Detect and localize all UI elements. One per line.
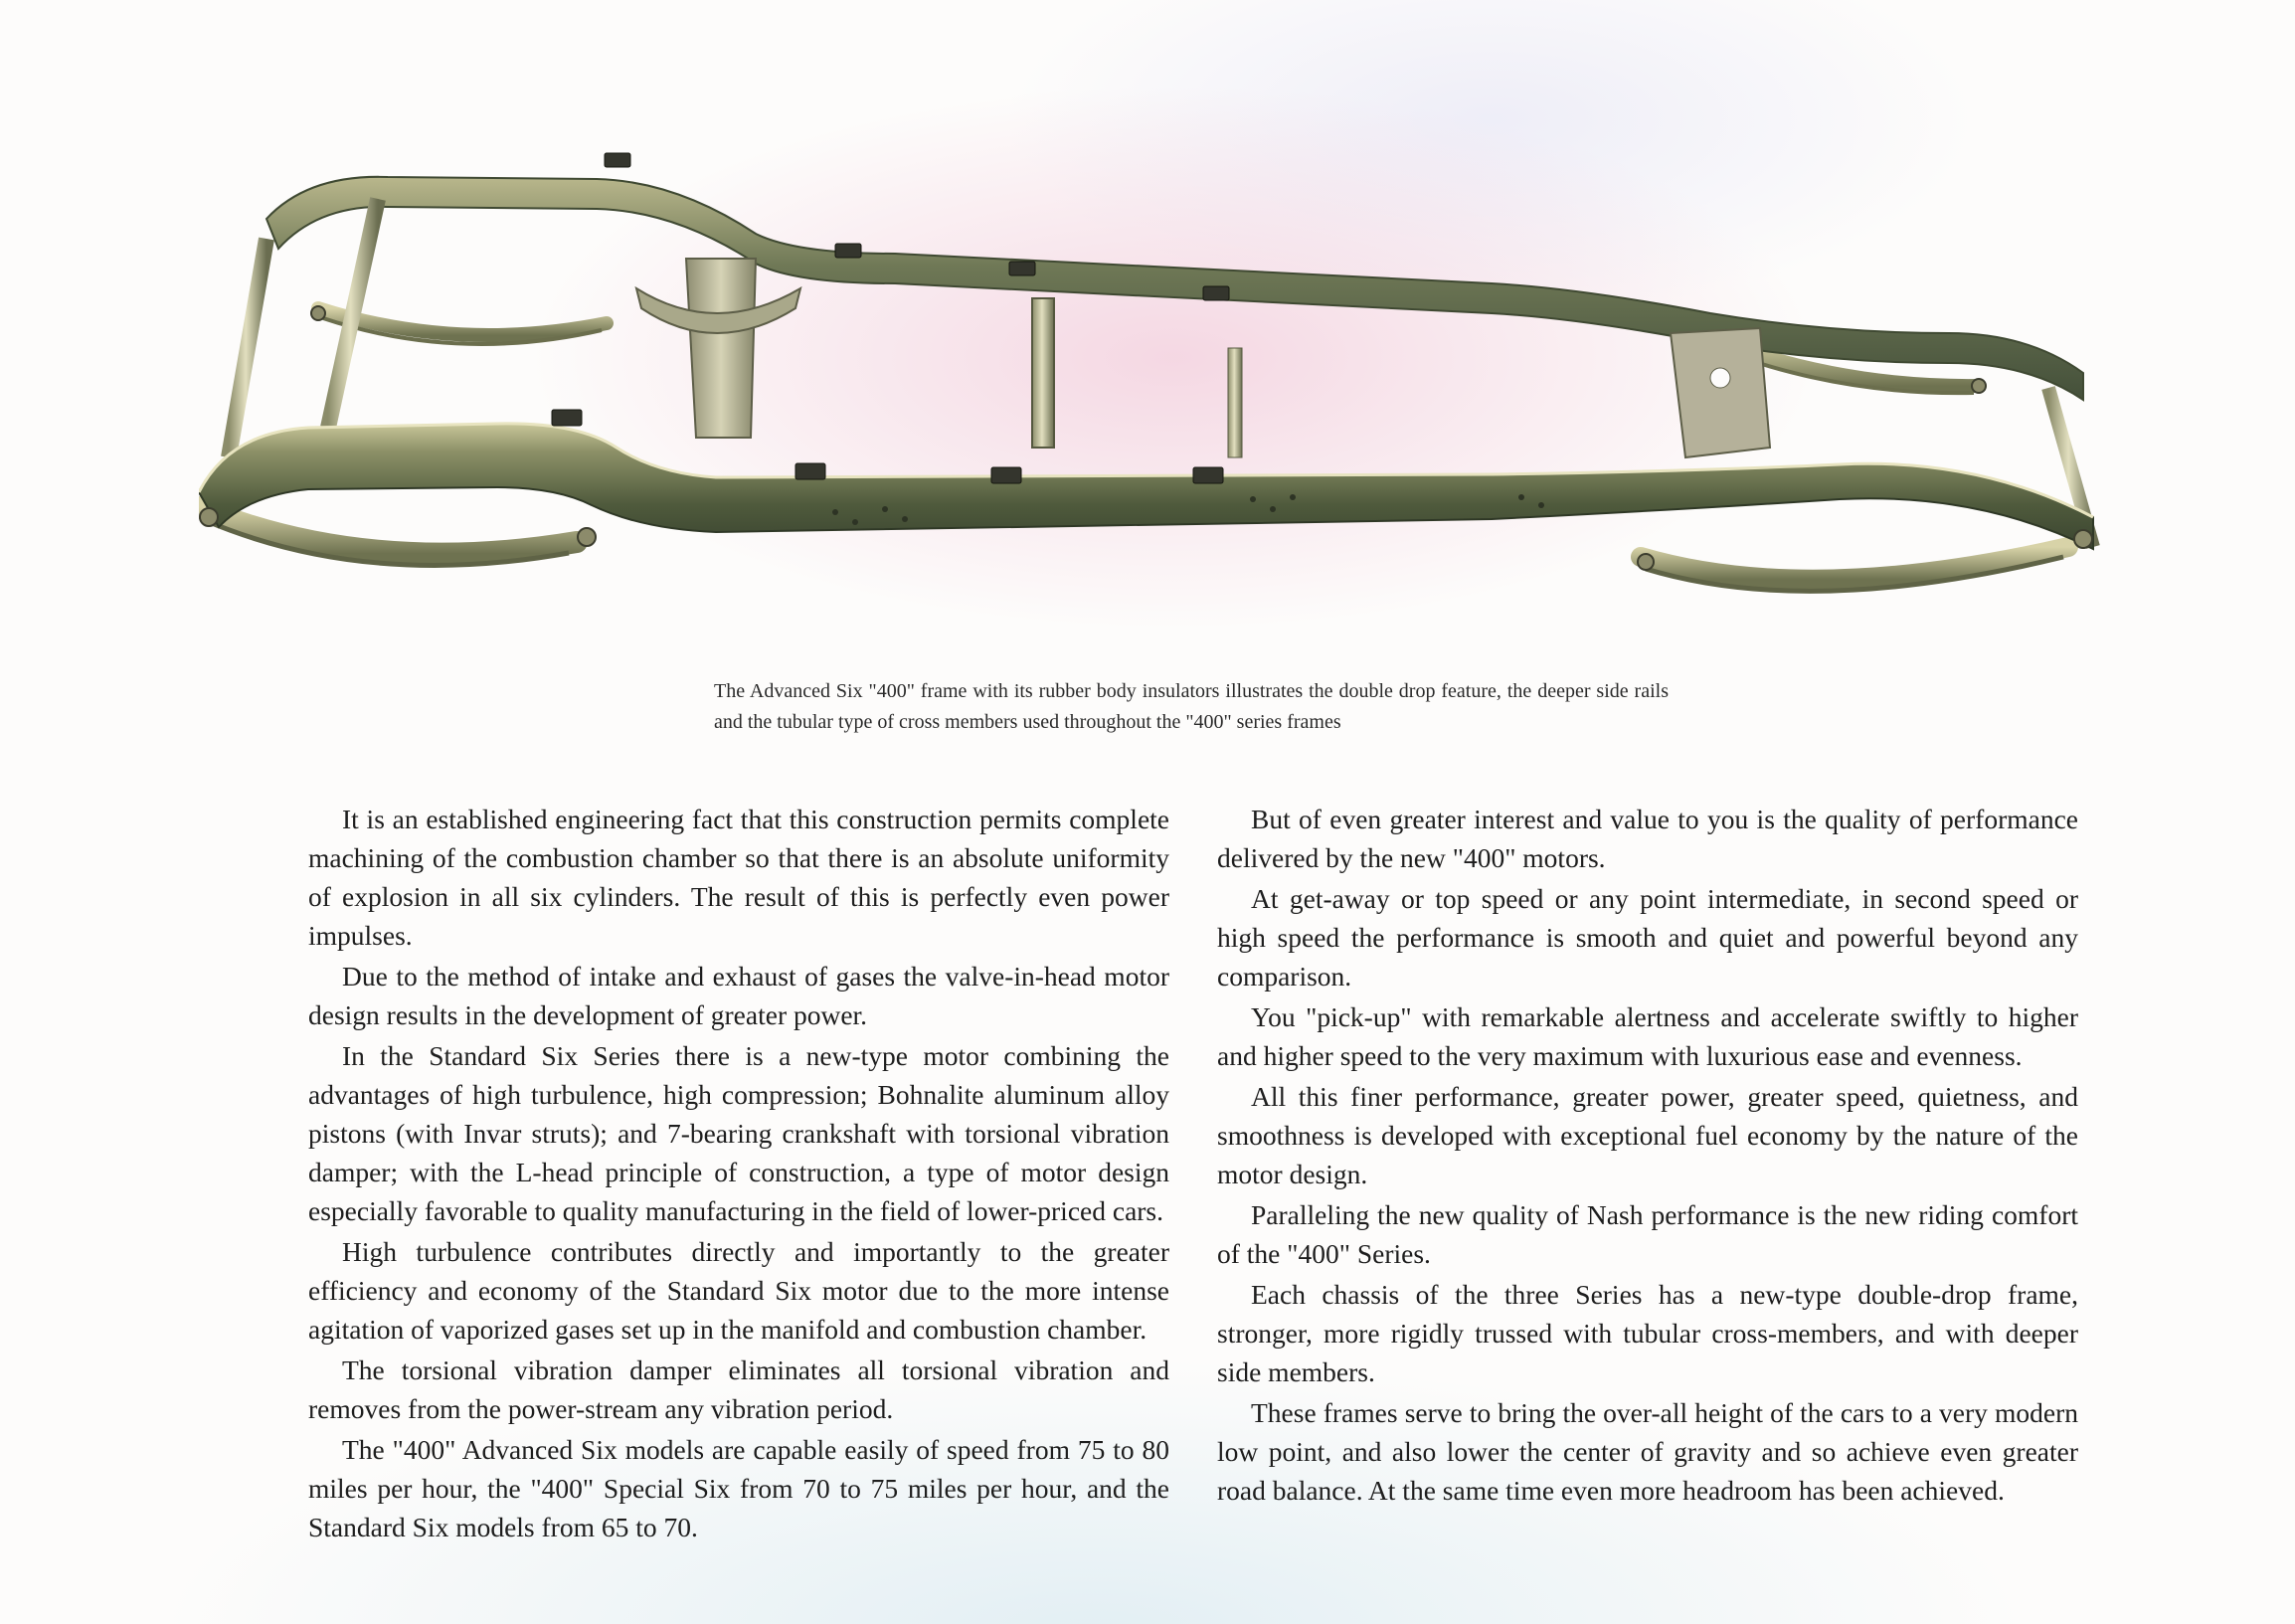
paragraph: In the Standard Six Series there is a new-type motor combining the advantages of high turbulence, high compression; Bohnalite aluminum alloy pistons (with Invar struts); and 7-bearing crankshaft with torsional vibration damper; with the L-head principle of construction, a type of motor design especially favorable to quality manufacturing in the field of lower-priced cars. <box>308 1040 1169 1226</box>
paragraph: At get-away or top speed or any point intermediate, in second speed or high speed the performance is smooth and quiet and powerful beyond any comparison. <box>1217 883 2078 992</box>
paragraph: The torsional vibration damper eliminates all torsional vibration and removes from the power-stream any vibration period. <box>308 1354 1169 1424</box>
paragraph: The "400" Advanced Six models are capable easily of speed from 75 to 80 miles per hour, the "400" Special Six from 70 to 75 miles per hour, and the Standard Six models from 65 to 70. <box>308 1434 1169 1542</box>
paragraph: High turbulence contributes directly and importantly to the greater efficiency and economy of the Standard Six motor due to the more intense agitation of vaporized gases set up in the manifold and combustion chamber. <box>308 1236 1169 1345</box>
paragraph: All this finer performance, greater power, greater speed, quietness, and smoothness is developed with exceptional fuel economy by the nature of the motor design. <box>1217 1081 2078 1189</box>
left-text-column <box>308 800 1169 1548</box>
paragraph: These frames serve to bring the over-all height of the cars to a very modern low point, and also lower the center of gravity and so achieve even greater road balance. At the same time even more headroom has been achieved. <box>1217 1397 2078 1506</box>
paragraph: Each chassis of the three Series has a new-type double-drop frame, stronger, more rigidly trussed with tubular cross-members, and with deeper side members. <box>1217 1279 2078 1387</box>
paragraph: It is an established engineering fact that this construction permits complete machining of the combustion chamber so that there is an absolute uniformity of explosion in all six cylinders. The result of this is perfectly even power impulses. <box>308 804 1169 951</box>
paragraph: You "pick-up" with remarkable alertness and accelerate swiftly to higher and higher speed to the very maximum with luxurious ease and evenness. <box>1217 1001 2078 1071</box>
paragraph: Due to the method of intake and exhaust of gases the valve-in-head motor design results in the development of greater power. <box>308 961 1169 1030</box>
chassis-frame-illustration <box>199 139 2168 636</box>
figure-caption: The Advanced Six "400" frame with its rubber body insulators illustrates the double drop feature, the deeper side rails and the tubular type of cross members used throughout the "400" series frames <box>714 680 1669 733</box>
paragraph: Paralleling the new quality of Nash performance is the new riding comfort of the "400" Series. <box>1217 1199 2078 1269</box>
paragraph: But of even greater interest and value to you is the quality of performance delivered by the new "400" motors. <box>1217 804 2078 873</box>
right-text-column <box>1217 800 2078 1512</box>
